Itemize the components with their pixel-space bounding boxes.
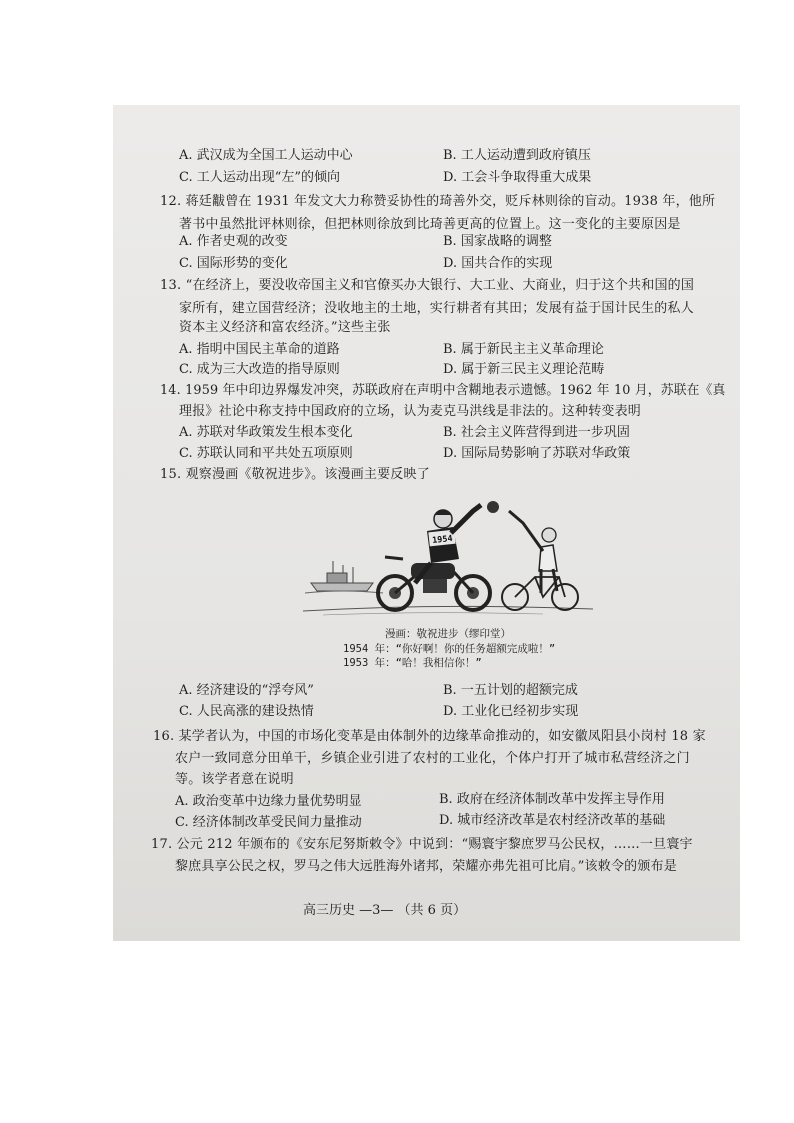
cartoon-caption-title: 漫画：敬祝进步（缪印堂）	[385, 628, 511, 640]
q17-stem-line1: 17. 公元 212 年颁布的《安东尼努斯敕令》中说到：“赐寰宇黎庶罗马公民权，……一旦寰宇	[151, 837, 693, 852]
q12-option-b: B. 国家战略的调整	[443, 234, 552, 249]
q16-option-d: D. 城市经济改革是农村经济改革的基础	[439, 813, 666, 828]
q16-stem-line2: 农户一致同意分田单干，乡镇企业引进了农村的工业化，个体户打开了城市私营经济之门	[175, 751, 690, 766]
q12-stem-line1: 12. 蒋廷黻曾在 1931 年发文大力称赞妥协性的琦善外交，贬斥林则徐的盲动。1938 年，他所	[160, 194, 716, 209]
q14-option-c: C. 苏联认同和平共处五项原则	[179, 446, 353, 461]
ship-sketch	[305, 561, 383, 593]
q11-option-a: A. 武汉成为全国工人运动中心	[179, 148, 353, 163]
q14-stem-line2: 理报》社论中称支持中国政府的立场，认为麦克马洪线是非法的。这种转变表明	[179, 404, 642, 419]
q12-option-c: C. 国际形势的变化	[179, 256, 288, 271]
q14-option-b: B. 社会主义阵营得到进一步巩固	[443, 425, 630, 440]
q11-option-d: D. 工会斗争取得重大成果	[443, 170, 592, 185]
q16-stem-line3: 等。该学者意在说明	[175, 772, 294, 787]
q13-option-c: C. 成为三大改造的指导原则	[179, 362, 340, 377]
q13-option-a: A. 指明中国民主革命的道路	[179, 342, 340, 357]
q15-stem-line1: 15. 观察漫画《敬祝进步》。该漫画主要反映了	[160, 467, 430, 482]
q15-option-d: D. 工业化已经初步实现	[443, 704, 579, 719]
q11-option-b: B. 工人运动遭到政府镇压	[443, 148, 591, 163]
q17-stem-line2: 黎庶具享公民之权，罗马之伟大远胜海外诸邦，荣耀亦弗先祖可比肩。”该敕令的颁布是	[175, 859, 677, 874]
q16-option-a: A. 政治变革中边缘力量优势明显	[175, 794, 362, 809]
q12-stem-line2: 著书中虽然批评林则徐，但把林则徐放到比琦善更高的位置上。这一变化的主要原因是	[179, 217, 681, 232]
q13-stem-line2: 家所有，建立国营经济；没收地主的土地，实行耕者有其田；发展有益于国计民生的私人	[179, 301, 694, 316]
handshake-mark	[487, 501, 499, 513]
q12-option-a: A. 作者史观的改变	[179, 234, 288, 249]
q13-option-d: D. 属于新三民主义理论范畴	[443, 362, 605, 377]
q15-option-a: A. 经济建设的“浮夸风”	[179, 683, 314, 698]
q15-option-c: C. 人民高涨的建设热情	[179, 704, 314, 719]
page-footer: 高三历史 —3— （共 6 页）	[303, 903, 467, 918]
q14-option-d: D. 国际局势影响了苏联对华政策	[443, 446, 631, 461]
exam-page	[113, 105, 740, 941]
cartoon-caption-1953: 1953 年：“哈！我相信你！”	[343, 657, 482, 669]
q12-option-d: D. 国共合作的实现	[443, 256, 553, 271]
bicycle-rider-1953	[502, 511, 578, 610]
motorcycle-rider-1954	[378, 505, 490, 610]
q14-stem-line1: 14. 1959 年中印边界爆发冲突，苏联政府在声明中含糊地表示遗憾。1962 年 10 月，苏联在《真	[160, 383, 726, 398]
q13-stem-line3: 资本主义经济和富农经济。”这些主张	[179, 320, 391, 335]
cartoon-caption-1954: 1954 年：“你好啊！你的任务超额完成啦！”	[343, 643, 556, 655]
q16-option-b: B. 政府在经济体制改革中发挥主导作用	[439, 792, 665, 807]
q11-option-c: C. 工人运动出现“左”的倾向	[179, 170, 341, 185]
cartoon-illustration	[303, 493, 593, 623]
q15-option-b: B. 一五计划的超额完成	[443, 683, 578, 698]
q13-stem-line1: 13. “在经济上，要没收帝国主义和官僚买办大银行、大工业、大商业，归于这个共和国的国	[160, 278, 695, 293]
q16-stem-line1: 16. 某学者认为，中国的市场化变革是由体制外的边缘革命推动的，如安徽凤阳县小岗村 18 家	[153, 729, 706, 744]
q16-option-c: C. 经济体制改革受民间力量推动	[175, 815, 362, 830]
q13-option-b: B. 属于新民主主义革命理论	[443, 342, 604, 357]
q14-option-a: A. 苏联对华政策发生根本变化	[179, 425, 353, 440]
sign-1954: 1954	[431, 533, 454, 547]
